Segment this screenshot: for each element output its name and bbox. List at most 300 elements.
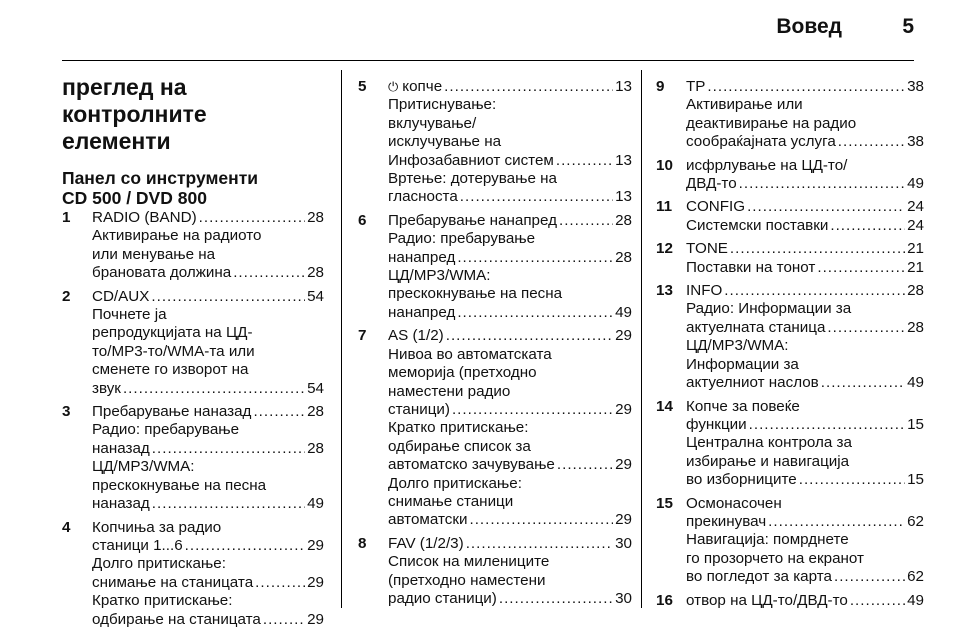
entry-line	[686, 133, 924, 151]
entry-text-value: Пребарување нанапред	[388, 211, 557, 229]
entry-line	[686, 282, 924, 300]
toc-entry	[62, 519, 324, 629]
entry-line	[92, 574, 324, 592]
entry-text-value: автоматски	[388, 511, 468, 529]
entry-line	[92, 440, 324, 458]
entry-text	[92, 288, 149, 306]
entry-text-value: репродукцијата на ЦД-	[92, 324, 253, 342]
entry-line	[388, 346, 632, 364]
entry-page-number: 15	[907, 471, 924, 489]
entry-page-number: 29	[307, 536, 324, 554]
sub-title-line: Панел со инструменти	[62, 168, 259, 188]
entry-line	[686, 115, 924, 133]
entry-line	[388, 115, 632, 133]
entry-line	[686, 78, 924, 96]
dot-leader	[850, 592, 905, 610]
entry-line	[686, 240, 924, 258]
toc-entry	[656, 592, 924, 610]
entry-line	[388, 96, 632, 114]
entry-text-value: сообраќајната услуга	[686, 133, 836, 151]
entry-text-value: прескокнување на песна	[92, 476, 267, 494]
entry-text-value: вклучување/	[388, 114, 477, 132]
toc-entry	[358, 78, 632, 207]
toc-entry	[656, 398, 924, 490]
entry-text-value: Кратко притискање:	[92, 592, 233, 610]
entry-page-number: 29	[615, 511, 632, 529]
entry-text-value: Радио: пребарување	[92, 421, 240, 439]
entry-text	[388, 170, 557, 187]
entry-text	[686, 217, 828, 235]
entry-text-value: Почнете ја	[92, 306, 167, 324]
entry-text	[92, 227, 261, 244]
entry-page-number: 28	[907, 318, 924, 336]
toc-entry	[62, 403, 324, 513]
entry-line	[686, 434, 924, 452]
entry-line	[686, 356, 924, 374]
entry-text	[388, 493, 513, 510]
toc-entry	[656, 198, 924, 235]
entry-text	[686, 282, 722, 300]
dot-leader	[830, 217, 905, 235]
entry-line	[686, 157, 924, 175]
entry-number: 14	[656, 397, 673, 415]
entry-text	[402, 78, 442, 96]
entry-page-number: 28	[307, 439, 324, 457]
entry-text	[388, 511, 467, 529]
entry-text-value: брановата должина	[92, 264, 232, 282]
entry-text	[388, 115, 476, 132]
entry-line	[388, 456, 632, 474]
entry-line	[92, 306, 324, 324]
dot-leader	[749, 416, 905, 434]
entry-text	[686, 453, 849, 470]
entry-line	[92, 611, 324, 629]
entry-page-number: 38	[907, 133, 924, 151]
entry-text-value: станици 1...6	[92, 536, 183, 554]
entry-line	[388, 364, 632, 382]
entry-text	[388, 383, 510, 400]
entry-line	[686, 495, 924, 513]
entry-page-number: 28	[615, 248, 632, 266]
section-title-line: елементи	[62, 128, 171, 154]
entry-line	[92, 324, 324, 342]
dot-leader	[233, 264, 305, 282]
entry-line	[388, 438, 632, 456]
toc-entry	[358, 327, 632, 529]
entry-text-value: CD/AUX	[92, 287, 150, 305]
entry-line	[388, 152, 632, 170]
entry-text-value: станици)	[388, 400, 450, 418]
entry-text-value: Системски поставки	[686, 216, 829, 234]
entry-page-number: 24	[907, 216, 924, 234]
sub-title	[62, 168, 324, 208]
entry-text-value: Кратко притискање:	[388, 419, 529, 437]
entry-number: 4	[62, 518, 71, 536]
entry-text	[388, 401, 450, 419]
dot-leader	[460, 188, 613, 206]
entry-number: 16	[656, 591, 673, 609]
entry-text-value: отвор на ЦД-то/ДВД-то	[686, 591, 848, 609]
dot-leader	[255, 574, 305, 592]
entry-text	[686, 337, 789, 354]
entry-line	[92, 592, 324, 610]
entry-line	[92, 264, 324, 282]
column-2	[358, 78, 632, 613]
entry-text	[92, 574, 253, 592]
entry-line	[388, 553, 632, 571]
entry-text-value: сменете го изворот на	[92, 361, 249, 379]
entry-text-value: Список на милениците	[388, 553, 550, 571]
entry-text-value: во погледот за карта	[686, 568, 832, 586]
entries-list-2	[358, 78, 632, 608]
entry-line	[686, 374, 924, 392]
entry-text	[388, 133, 501, 150]
dot-leader	[768, 513, 905, 531]
entry-text-value: одбирање на станицата	[92, 610, 261, 628]
entry-text	[92, 421, 239, 438]
entry-text-value: или менување на	[92, 245, 216, 263]
entry-text-value: нанапред	[388, 303, 456, 321]
entry-text-value: ЦД/MP3/WMA:	[92, 458, 195, 476]
entry-text	[92, 592, 232, 609]
dot-leader	[469, 511, 613, 529]
entry-page-number: 30	[615, 534, 632, 552]
entry-text	[388, 346, 552, 363]
entry-number: 11	[656, 198, 673, 216]
entry-page-number: 28	[907, 282, 924, 300]
entry-text-value: меморија (претходно	[388, 364, 537, 382]
entry-text-value: снимање на станицата	[92, 573, 254, 591]
entry-number: 12	[656, 240, 673, 258]
entry-text-value: функции	[686, 415, 747, 433]
entry-number: 2	[62, 287, 71, 305]
entry-text-value: во изборниците	[686, 471, 797, 489]
entry-text	[92, 246, 215, 263]
toc-entry	[62, 209, 324, 283]
entry-text	[92, 343, 255, 360]
entry-text-value: исклучување на	[388, 133, 502, 151]
entry-text-value: ЦД/MP3/WMA:	[388, 267, 491, 285]
entry-text-value: копче	[402, 78, 443, 95]
entry-page-number: 21	[907, 258, 924, 276]
entry-text-value: Пребарување наназад	[92, 403, 252, 421]
entry-text	[92, 440, 150, 458]
entry-line	[388, 383, 632, 401]
entry-text	[686, 133, 836, 151]
column-3	[656, 78, 924, 615]
entry-page-number: 49	[907, 175, 924, 193]
entry-page-number: 62	[907, 512, 924, 530]
entry-page-number: 28	[307, 403, 324, 421]
entry-line	[686, 550, 924, 568]
toc-entry	[358, 212, 632, 322]
dot-leader	[499, 590, 613, 608]
entry-page-number: 49	[907, 374, 924, 392]
entry-text-value: TONE	[686, 240, 728, 258]
entry-text	[686, 374, 819, 392]
entry-text	[92, 209, 197, 227]
entry-line	[92, 519, 324, 537]
entry-text-value: Активирање или	[686, 96, 803, 114]
entry-line	[388, 188, 632, 206]
entry-text	[388, 475, 522, 492]
entry-text	[92, 324, 253, 341]
entry-line	[92, 227, 324, 245]
entry-text-value: RADIO (BAND)	[92, 209, 197, 226]
entry-text-value: FAV (1/2/3)	[388, 534, 464, 552]
entry-text-value: Радио: Информации за	[686, 300, 852, 318]
entry-text-value: исфрлување на ЦД-то/	[686, 156, 848, 174]
header-title: Вовед	[776, 15, 842, 38]
entry-line	[92, 403, 324, 421]
entry-line	[388, 304, 632, 322]
entry-text	[686, 434, 852, 451]
entry-line	[92, 477, 324, 495]
entry-text-value: Поставки на тонот	[686, 258, 816, 276]
entry-page-number: 29	[615, 327, 632, 345]
dot-leader	[263, 611, 305, 629]
dot-leader	[817, 259, 905, 277]
dot-leader	[739, 175, 905, 193]
entry-text-value: нанапред	[388, 248, 456, 266]
dot-leader	[152, 440, 305, 458]
entry-page-number: 29	[615, 400, 632, 418]
entry-page-number: 21	[907, 240, 924, 258]
entry-page-number: 15	[907, 415, 924, 433]
entry-text-value: актуелната станица	[686, 318, 826, 336]
entry-text-value: Информации за	[686, 355, 799, 373]
entry-line	[686, 217, 924, 235]
column-divider-1	[341, 70, 342, 608]
entry-page-number: 30	[615, 589, 632, 607]
entry-text-value: Активирање на радиото	[92, 227, 262, 245]
entry-text	[92, 537, 183, 555]
entry-text-value: прекинувач	[686, 512, 767, 530]
entry-text-value: (претходно наместени	[388, 571, 546, 589]
entry-line	[388, 285, 632, 303]
dot-leader	[834, 568, 905, 586]
entry-text-value: деактивирање на радио	[686, 114, 857, 132]
toc-entry	[62, 288, 324, 398]
dot-leader	[747, 198, 905, 216]
entry-line	[686, 259, 924, 277]
dot-leader	[457, 304, 613, 322]
entry-text-value: актуелниот наслов	[686, 374, 819, 392]
entry-text	[92, 361, 249, 378]
entry-number: 8	[358, 534, 367, 552]
entry-text-value: ДВД-то	[686, 175, 737, 193]
entry-line	[686, 300, 924, 318]
entry-text	[388, 553, 549, 570]
entry-number: 7	[358, 327, 367, 345]
entry-line	[388, 401, 632, 419]
entry-text	[388, 212, 557, 230]
entry-text-value: избирање и навигација	[686, 452, 850, 470]
dot-leader	[123, 380, 305, 398]
dot-leader	[557, 456, 613, 474]
dot-leader	[152, 495, 305, 513]
entry-text	[686, 471, 797, 489]
entry-number: 5	[358, 78, 367, 95]
entry-text	[388, 267, 491, 284]
entry-page-number: 13	[615, 78, 632, 95]
entry-text-value: TP	[686, 78, 706, 95]
dot-leader	[444, 78, 613, 96]
page-number: 5	[902, 15, 914, 38]
entry-text-value: Радио: пребарување	[388, 230, 536, 248]
dot-leader	[556, 152, 613, 170]
dot-leader	[185, 537, 305, 555]
entry-text-value: AS (1/2)	[388, 327, 444, 345]
entry-line	[686, 398, 924, 416]
entry-text	[686, 356, 799, 373]
entry-text	[686, 398, 800, 415]
entry-text	[388, 188, 458, 206]
entry-number: 1	[62, 209, 71, 226]
entry-text	[92, 264, 231, 282]
dot-leader	[838, 133, 905, 151]
entry-text	[388, 152, 554, 170]
entry-text	[388, 535, 464, 553]
entry-text	[388, 285, 562, 302]
entry-text	[388, 304, 455, 322]
entry-line	[92, 361, 324, 379]
entry-page-number: 29	[307, 573, 324, 591]
entry-line	[686, 416, 924, 434]
entry-text-value: радио станици)	[388, 589, 497, 607]
entry-text	[92, 403, 251, 421]
entry-text	[388, 572, 546, 589]
entry-text	[92, 519, 221, 536]
toc-entry	[656, 495, 924, 587]
dot-leader	[799, 471, 905, 489]
entry-text	[686, 240, 728, 258]
entry-line	[92, 209, 324, 227]
dot-leader	[151, 288, 305, 306]
entry-line	[388, 78, 632, 96]
entry-line	[92, 495, 324, 513]
entry-text	[686, 96, 803, 113]
entry-text-value: Долго притискање:	[92, 555, 226, 573]
entry-number: 13	[656, 282, 673, 300]
entry-text-value: Навигација: помрднете	[686, 531, 849, 549]
entry-text	[388, 364, 537, 381]
entry-line	[686, 453, 924, 471]
entry-text-value: наназад	[92, 439, 150, 457]
entry-line	[92, 380, 324, 398]
dot-leader	[457, 249, 613, 267]
entry-line	[92, 288, 324, 306]
entry-text-value: INFO	[686, 282, 723, 300]
entry-text-value: звук	[92, 379, 121, 397]
entry-text-value: Централна контрола за	[686, 434, 852, 452]
dot-leader	[559, 212, 613, 230]
entry-page-number: 29	[307, 610, 324, 628]
entry-text	[92, 555, 226, 572]
dot-leader	[452, 401, 613, 419]
entry-text	[686, 259, 815, 277]
entry-text	[686, 175, 737, 193]
entry-text	[388, 438, 531, 455]
entry-text-value: Копче за повеќе	[686, 397, 800, 415]
entry-text-value: то/MP3-то/WMA-та или	[92, 342, 255, 360]
entry-line	[686, 96, 924, 114]
entry-line	[92, 458, 324, 476]
entry-text	[686, 592, 848, 610]
entry-page-number: 13	[615, 151, 632, 169]
entry-text	[388, 230, 535, 247]
entries-list-3	[656, 78, 924, 610]
entry-page-number: 28	[615, 211, 632, 229]
entry-line	[92, 343, 324, 361]
entry-text	[686, 115, 856, 132]
entry-page-number: 49	[615, 303, 632, 321]
entry-text	[92, 611, 261, 629]
entry-line	[388, 475, 632, 493]
entry-line	[388, 267, 632, 285]
entry-text	[92, 458, 195, 475]
toc-entry	[656, 157, 924, 194]
entry-line	[388, 511, 632, 529]
entry-page-number: 54	[307, 287, 324, 305]
entry-line	[92, 421, 324, 439]
entry-number: 6	[358, 211, 367, 229]
entry-text-value: гласноста	[388, 188, 458, 206]
entry-text	[686, 495, 782, 512]
entry-text	[686, 198, 745, 216]
power-icon: ⏻	[388, 79, 399, 94]
entry-text-value: го прозорчето на екранот	[686, 549, 864, 567]
toc-entry	[656, 78, 924, 152]
entry-line	[388, 590, 632, 608]
entry-text	[686, 416, 747, 434]
entry-page-number: 49	[907, 591, 924, 609]
entry-text	[388, 327, 444, 345]
entry-text-value: Нивоа во автоматската	[388, 345, 552, 363]
entry-text	[686, 78, 705, 96]
entry-text	[388, 456, 555, 474]
entry-line	[388, 249, 632, 267]
entry-line	[686, 471, 924, 489]
entry-line	[388, 572, 632, 590]
entry-page-number: 54	[307, 379, 324, 397]
entry-line	[686, 592, 924, 610]
entry-text	[388, 96, 496, 113]
dot-leader	[253, 403, 305, 421]
toc-entry	[358, 535, 632, 609]
entry-line	[686, 337, 924, 355]
entry-number: 9	[656, 78, 665, 95]
section-title	[62, 74, 324, 155]
entry-line	[686, 175, 924, 193]
entry-line	[686, 319, 924, 337]
entry-line	[388, 419, 632, 437]
entry-text	[388, 419, 528, 436]
entry-text	[92, 495, 150, 513]
dot-leader	[730, 240, 905, 258]
toc-entry	[656, 282, 924, 392]
entry-text	[686, 157, 847, 174]
entry-text-value: ЦД/MP3/WMA:	[686, 337, 789, 355]
entry-number: 15	[656, 494, 673, 512]
entry-text-value: CONFIG	[686, 198, 746, 216]
entry-line	[686, 531, 924, 549]
entry-number: 3	[62, 403, 71, 421]
entry-line	[388, 493, 632, 511]
entry-line	[388, 212, 632, 230]
entry-text	[686, 531, 849, 548]
entry-page-number: 62	[907, 568, 924, 586]
